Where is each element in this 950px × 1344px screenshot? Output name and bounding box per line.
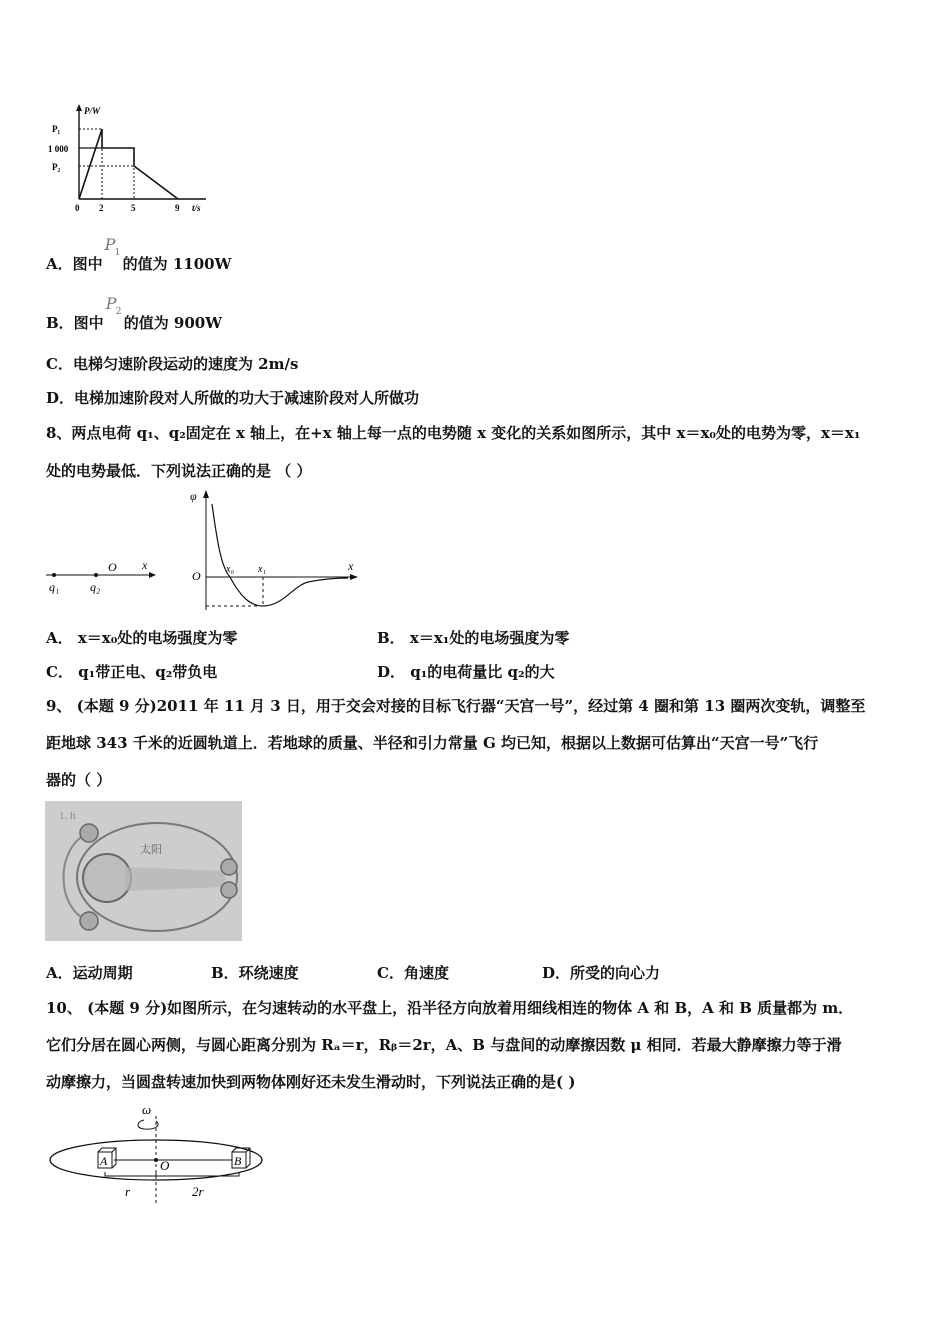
2r-label: 2r: [192, 1184, 204, 1199]
orbit-photo-figure: [45, 801, 242, 941]
origin-label: O: [108, 560, 117, 574]
q8-option-a: A． x＝x₀处的电场强度为零: [46, 629, 238, 647]
q9-stem-line2: 距地球 343 千米的近圆轨道上．若地球的质量、半径和引力常量 G 均已知，根据以上数据可估算出“天宫一号”飞行: [46, 734, 819, 752]
q2-point: [94, 573, 98, 577]
tick-9: 9: [175, 203, 180, 213]
power-curve: [79, 129, 178, 199]
x1-label: x₁: [258, 564, 266, 575]
q1-point: [52, 573, 56, 577]
p1-symbol: P: [104, 235, 116, 254]
q8-option-b: B． x＝x₁处的电场强度为零: [377, 629, 570, 647]
potential-graph: [188, 488, 363, 616]
block-a-label: A: [100, 1154, 108, 1168]
y-label: P/W: [84, 106, 101, 116]
q2-label: q₂: [90, 580, 101, 594]
q1-label: q₁: [49, 580, 60, 594]
q7-option-b-label: B．图中: [46, 314, 104, 332]
q9-option-d: D．所受的向心力: [542, 964, 661, 982]
center-label: O: [160, 1158, 170, 1173]
x-label: t/s: [192, 203, 201, 213]
tick-p1: P₁: [52, 124, 61, 134]
x-axis-label: x: [348, 559, 354, 573]
tick-1000: 1 000: [48, 144, 69, 154]
q7-option-a-label: A．图中: [46, 255, 103, 273]
r-label: r: [125, 1184, 131, 1199]
q7-option-b: B．图中 P 2 的值为 900W: [46, 294, 223, 332]
potential-curve: [212, 504, 348, 606]
origin-label: O: [192, 569, 201, 583]
p2-symbol: P: [105, 294, 117, 313]
rotating-disk-figure: [44, 1100, 269, 1208]
q9-option-b: B．环绕速度: [211, 964, 299, 982]
q10-stem-line3: 动摩擦力，当圆盘转速加快到两物体刚好还未发生滑动时，下列说法正确的是( ): [46, 1073, 576, 1091]
q7-option-d: D．电梯加速阶段对人所做的功大于减速阶段对人所做功: [46, 389, 420, 407]
x0-label: x₀: [226, 564, 234, 575]
q10-stem-line1: 10、 (本题 9 分)如图所示，在匀速转动的水平盘上，沿半径方向放着用细线相连的物体 A 和 B，A 和 B 质量都为 m．: [46, 999, 854, 1017]
q8-stem-line2: 处的电势最低．下列说法正确的是 （ ）: [46, 462, 312, 480]
power-time-graph: [44, 100, 224, 220]
q7-option-a: A．图中 P 1 的值为 1100W: [46, 235, 232, 273]
q8-option-c: C． q₁带正电、q₂带负电: [46, 663, 218, 681]
block-b-label: B: [234, 1154, 242, 1168]
q9-option-a: A．运动周期: [46, 964, 133, 982]
q7-option-c: C．电梯匀速阶段运动的速度为 2m/s: [46, 355, 299, 373]
omega-label: ω: [142, 1102, 152, 1117]
q9-stem-line3: 器的（ ）: [46, 771, 112, 789]
sun-label: 太阳: [140, 844, 162, 856]
tick-2: 2: [99, 203, 104, 213]
tick-0: 0: [75, 203, 80, 213]
phi-label: φ: [190, 489, 197, 503]
tick-p2: P₂: [52, 162, 61, 172]
q8-option-d: D． q₁的电荷量比 q₂的大: [377, 663, 555, 681]
charge-axis-figure: [44, 555, 164, 600]
q9-stem-line1: 9、 (本题 9 分)2011 年 11 月 3 日，用于交会对接的目标飞行器“天宫一号”，经过第 4 圈和第 13 圈两次变轨，调整至: [46, 697, 866, 715]
tick-5: 5: [131, 203, 136, 213]
y-axis-arrow: [76, 104, 82, 111]
q10-stem-line2: 它们分居在圆心两侧，与圆心距离分别为 Rₐ＝r，Rᵦ＝2r，A、B 与盘间的动摩擦因数 μ 相同．若最大静摩擦力等于滑: [46, 1036, 842, 1054]
q8-stem-line1: 8、两点电荷 q₁、q₂固定在 x 轴上，在+x 轴上每一点的电势随 x 变化的关系如图所示，其中 x＝x₀处的电势为零，x＝x₁: [46, 424, 861, 442]
corner-label: 1. h: [59, 810, 76, 822]
q9-option-c: C．角速度: [377, 964, 449, 982]
x-label: x: [142, 558, 148, 572]
sun: [83, 854, 131, 902]
